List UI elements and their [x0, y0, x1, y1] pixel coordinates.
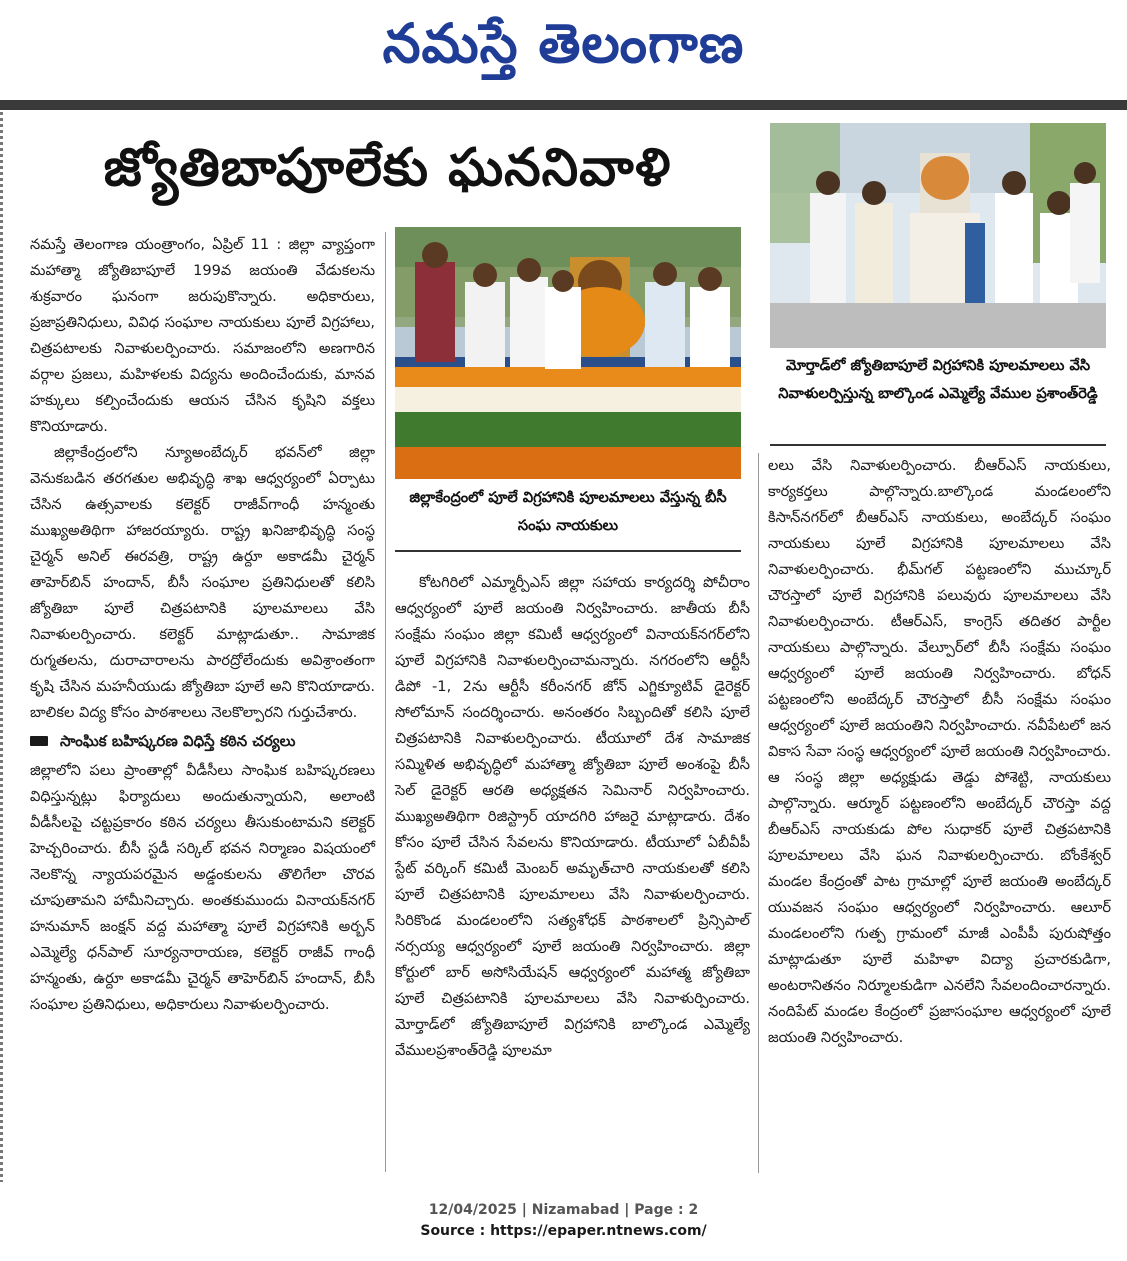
column-divider	[385, 232, 386, 1172]
caption-rule	[395, 550, 741, 552]
article-paragraph: కోటగిరిలో ఎమ్మార్పీఎస్ జిల్లా సహాయ కార్యదర్శి పోచీరాం ఆధ్వర్యంలో పూలే జయంతి నిర్వహించారు. జాతీయ బీసీ సంక్షేమ సంఘం జిల్లా కమిటీ ఆధ్వర్యంలో వినాయక్‌నగర్‌లోని పూలే విగ్రహానికి నివాళులర్పించామన్నారు. నగరంలోని ఆర్టీసీ డిపో -1, 2ను ఆర్టీసీ కరీంనగర్ జోన్ ఎగ్జిక్యూటివ్ డైరెక్టర్ సోలోమాన్ సందర్శించారు. అనంతరం సిబ్బందితో కలిసి పూలే చిత్రపటానికి నివాళులర్పించారు. టీయూలో దేశ సామాజిక సమ్మిళిత అభివృద్ధిలో మహాత్మా జ్యోతిబా పూలే అంశంపై బీసీ సెల్ డైరెక్టర్ ఆరతి అధ్యక్షతన సెమినార్ నిర్వహించారు. ముఖ్యఅతిథిగా రిజిస్ట్రార్ యాదగిరి హాజరై మాట్లాడారు. దేశం కోసం పూలే చేసిన సేవలను కొనియాడారు. టీయూలో ఏబీవీపీ స్టేట్ వర్కింగ్ కమిటీ మెంబర్ అమృత్‌చారి నాయకులతో కలిసి పూలే చిత్రపటానికి పూలమాలలు వేసి నివాళులర్పించారు. సిరికొండ మండలంలోని సత్యశోధక్ పాఠశాలలో ప్రిన్సిపాల్ నర్సయ్య ఆధ్వర్యంలో పూలే జయంతి నిర్వహించారు. జిల్లా కోర్టులో బార్ అసోసియేషన్ ఆధ్వర్యంలో మహాత్మ జ్యోతిబా పూలే చిత్రపటానికి పూలమాలలు వేసి నివాళుర్పించారు. మోర్తాడ్‌లో జ్యోతిబాపూలే విగ్రహానికి బాల్కొండ ఎమ్మెల్యే వేములప్రశాంత్‌రెడ్డి పూలమా	[395, 574, 750, 1059]
photo-illustration	[770, 123, 1106, 348]
news-photo-mortad-statue	[770, 123, 1106, 348]
photo-caption: మోర్తాడ్‌లో జ్యోతిబాపూలే విగ్రహానికి పూలమాలలు వేసి నివాళులర్పిస్తున్న బాల్కొండ ఎమ్మెల్యే వేముల ప్రశాంత్‌రెడ్డి	[778, 357, 1098, 402]
photo-caption: జిల్లాకేంద్రంలో పూలే విగ్రహానికి పూలమాలలు వేస్తున్న బీసీ సంఘ నాయకులు	[409, 489, 727, 534]
page-edge-rule	[0, 112, 3, 1182]
footer-edition-line: 12/04/2025 | Nizamabad | Page : 2	[428, 1202, 699, 1218]
article-subheading: సాంఘిక బహిష్కరణ విధిస్తే కఠిన చర్యలు	[30, 728, 375, 754]
article-column-1	[30, 232, 375, 1018]
article-paragraph: లలు వేసి నివాళులర్పించారు. బీఆర్ఎస్ నాయకులు, కార్యకర్తలు పాల్గొన్నారు.బాల్కొండ మండలంలోని కిసాన్‌నగర్‌లో బీఆర్ఎస్ నాయకులు, అంబేద్కర్ సంఘం నాయకులు పూలే విగ్రహానికి పూలమాలలు వేసి నివాళులర్పించారు. భీమ్‌గల్ పట్టణంలోని ముచ్కూర్ చౌరస్తాలో పూలే విగ్రహానికి పలువురు పూలమాలలు వేసి నివాళులర్పించారు. టీఆర్ఎస్, కాంగ్రెస్ తదితర పార్టీల నాయకులు పాల్గొన్నారు. వేల్పూర్‌లో బీసీ సంక్షేమ సంఘం ఆధ్వర్యంలో పూలే జయంతి నిర్వహించారు. బోధన్ పట్టణంలోని అంబేద్కర్ చౌరస్తాలో బీసీ సంక్షేమ సంఘం ఆధ్వర్యంలో పూలే జయంతిని నిర్వహించారు. నవీపేటలో జన వికాస సేవా సంస్థ ఆధ్వర్యంలో పూలే జయంతి నిర్వహించారు. ఆ సంస్థ జిల్లా అధ్యక్షుడు తెడ్డు పోశెట్టి, నాయకులు పాల్గొన్నారు. ఆర్మూర్ పట్టణంలోని అంబేద్కర్ చౌరస్తా వద్ద బీఆర్ఎస్ నాయకుడు పోల సుధాకర్ పూలే చిత్రపటానికి పూలమాలలు వేసి ఘన నివాళులర్పించారు. బోంకేశ్వర్ మండల కేంద్రంతో పాట గ్రామాల్లో పూలే జయంతి అంబేద్కర్ యువజన సంఘం ఆధ్వర్యంలో నిర్వహించారు. ఆలూర్ మండలంలోని గుత్ప గ్రామంలో మాజీ ఎంపీపీ పురుషోత్తం మాట్లాడుతూ పూలే మహిళా విద్యా ప్రచారకుడిగా, అంటరానితనం నిర్మూలకుడిగా ఎనలేని సేవలందించారన్నారు. నందిపేట్ మండల కేంద్రంలో ప్రజాసంఘాల ఆధ్వర్యంలో పూలే జయంతి నిర్వహించారు.	[768, 457, 1111, 1046]
article-paragraph: జిల్లాకేంద్రంలోని న్యూఅంబేద్కర్ భవన్‌లో జిల్లా వెనుకబడిన తరగతుల అభివృద్ధి శాఖ ఆధ్వర్యంలో ఏర్పాటు చేసిన ఉత్సవాలకు కలెక్టర్ రాజీవ్‌గాంధీ హన్మంతు ముఖ్యఅతిథిగా హాజరయ్యారు. రాష్ట్ర ఖనిజాభివృద్ధి సంస్థ చైర్మన్ అనిల్ ఈరవత్రి, రాష్ట్ర ఉర్దూ అకాడమీ చైర్మన్ తాహెర్‌బిన్ హందాన్, బీసీ సంఘాల ప్రతినిధులతో కలిసి జ్యోతిబా పూలే చిత్రపటానికి పూలమాలలు వేసి నివాళులర్పించారు. కలెక్టర్ మాట్లాడుతూ.. సామాజిక రుగ్మతలను, దురాచారాలను పారద్రోలేందుకు అవిశ్రాంతంగా కృషి చేసిన మహనీయుడు జ్యోతిబా పూలే అని కొనియాడారు. బాలికల విద్య కోసం పాఠశాలలు నెలకొల్పారని గుర్తుచేశారు.	[30, 444, 375, 721]
photo-illustration	[395, 227, 741, 479]
footer-source-line	[0, 1221, 1127, 1241]
article-paragraph: జిల్లాలోని పలు ప్రాంతాల్లో వీడీసీలు సాంఘిక బహిష్కరణలు విధిస్తున్నట్లు ఫిర్యాదులు అందుతున్నాయని, అలాంటి వీడీసీలపై చట్టప్రకారం కఠిన చర్యలు తీసుకుంటామని కలెక్టర్ హెచ్చరించారు. బీసీ స్టడీ సర్కిల్ భవన నిర్మాణం విషయంలో నెలకొన్న న్యాయపరమైన అడ్డంకులను తొలిగేలా చొరవ చూపుతామని హామీనిచ్చారు. అంతకుముందు వినాయక్‌నగర్ హనుమాన్ జంక్షన్ వద్ద మహాత్మా పూలే విగ్రహానికి అర్బన్ ఎమ్మెల్యే ధన్‌పాల్ సూర్యనారాయణ, కలెక్టర్ రాజీవ్ గాంధీ హన్మంతు, ఉర్దూ అకాడమీ చైర్మన్ తాహెర్‌బిన్ హందాన్, బీసీ సంఘాల ప్రతినిధులు, అధికారులు నివాళులర్పించారు.	[30, 762, 375, 1013]
news-photo-phule-statue-garlanding	[395, 227, 741, 479]
masthead	[0, 0, 1127, 100]
caption-rule	[770, 444, 1106, 446]
article-headline: జ్యోతిబాపూలేకు ఘననివాళి	[103, 137, 672, 198]
article-column-2	[395, 570, 750, 1064]
footer-source-link[interactable]: https://epaper.ntnews.com/	[490, 1223, 707, 1239]
masthead-title: నమస్తే తెలంగాణ	[382, 11, 745, 75]
footer-source-label: Source :	[420, 1223, 491, 1239]
column-divider	[758, 453, 759, 1173]
article-column-3	[768, 453, 1111, 1051]
masthead-rule	[0, 100, 1127, 110]
article-paragraph: నమస్తే తెలంగాణ యంత్రాంగం, ఏప్రిల్ 11 : జిల్లా వ్యాప్తంగా మహాత్మా జ్యోతిబాపూలే 199వ జయంతి వేడుకలను శుక్రవారం ఘనంగా జరుపుకొన్నారు. అధికారులు, ప్రజాప్రతినిధులు, వివిధ సంఘాల నాయకులు పూలే విగ్రహాలు, చిత్రపటాలకు నివాళులర్పించారు. సమాజంలోని అణగారిన వర్గాల ప్రజలు, మహిళలకు విద్యను అందించేందుకు, మానవ హక్కులు కల్పించేందుకు ఆయన చేసిన కృషిని వక్తలు కొనియాడారు.	[30, 236, 375, 435]
